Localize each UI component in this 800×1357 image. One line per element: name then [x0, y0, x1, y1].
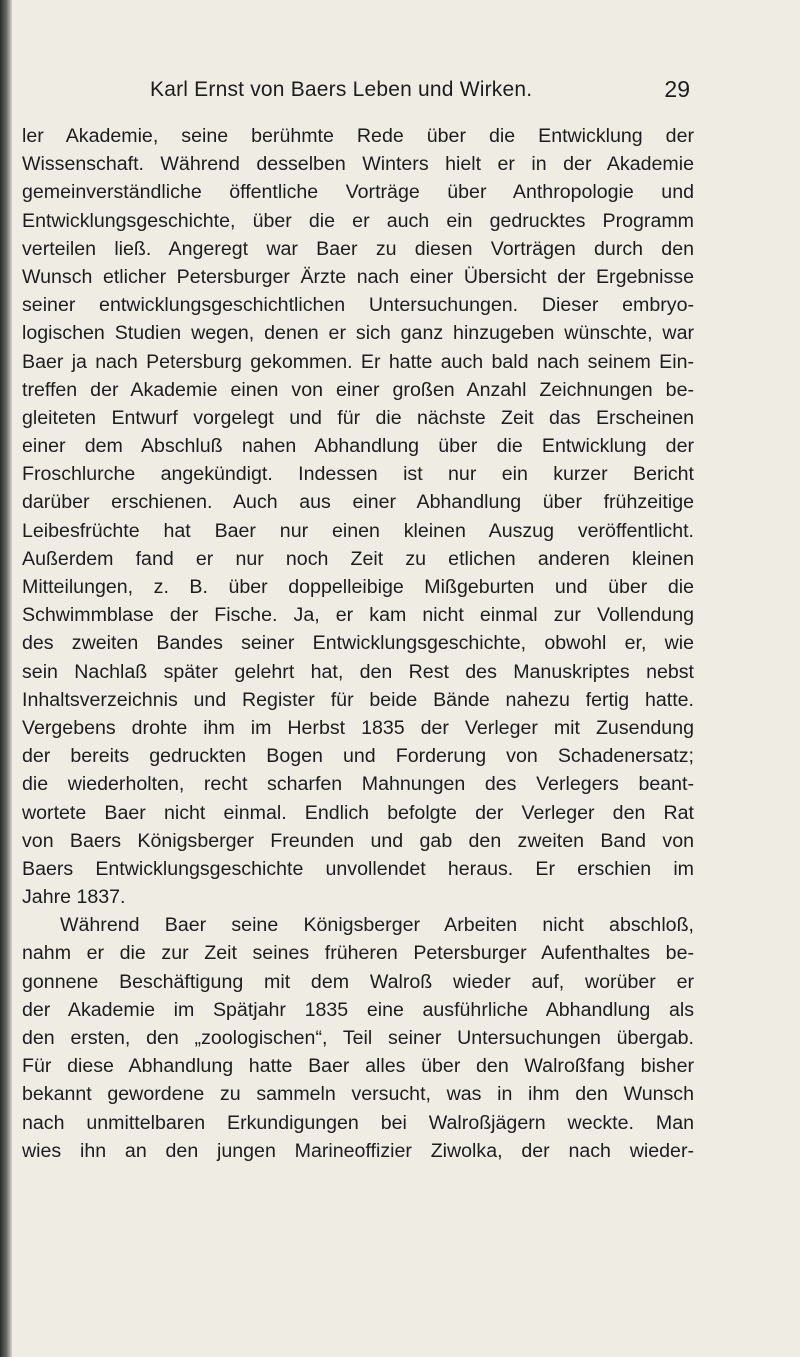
text-line: Für diese Abhandlung hatte Baer alles über den Walroßfang bisher [22, 1055, 694, 1078]
text-line: Außerdem fand er nur noch Zeit zu etlichen anderen kleinen [22, 547, 694, 570]
text-line: verteilen ließ. Angeregt war Baer zu diesen Vorträgen durch den [22, 237, 694, 260]
text-line: darüber erschienen. Auch aus einer Abhandlung über frühzeitige [22, 491, 694, 514]
text-line: Wissenschaft. Während desselben Winters hielt er in der Akademie [22, 153, 694, 176]
text-line: wortete Baer nicht einmal. Endlich befolgte der Verleger den Rat [22, 801, 694, 824]
binding-shadow [0, 0, 12, 1357]
text-line: des zweiten Bandes seiner Entwicklungsgeschichte, obwohl er, wie [22, 632, 694, 655]
text-line: Baers Entwicklungsgeschichte unvollendet heraus. Er erschien im [22, 857, 694, 880]
text-line: die wiederholten, recht scharfen Mahnungen des Verlegers beant- [22, 773, 694, 796]
text-line: einer dem Abschluß nahen Abhandlung über die Entwicklung der [22, 435, 694, 458]
text-line: logischen Studien wegen, denen er sich ganz hinzugeben wünschte, war [22, 322, 694, 345]
text-line: treffen der Akademie einen von einer großen Anzahl Zeichnungen be- [22, 378, 694, 401]
page-number: 29 [664, 76, 690, 102]
text-line: der Akademie im Spätjahr 1835 eine ausführliche Abhandlung als [22, 998, 694, 1021]
paragraph-end-line: Jahre 1837. [22, 886, 126, 909]
text-line: Wunsch etlicher Petersburger Ärzte nach einer Übersicht der Ergebnisse [22, 265, 694, 288]
text-line: Baer ja nach Petersburg gekommen. Er hatte auch bald nach seinem Ein- [22, 350, 694, 373]
text-line: nach unmittelbaren Erkundigungen bei Walroßjägern weckte. Man [22, 1111, 694, 1134]
text-line: ler Akademie, seine berühmte Rede über die Entwicklung der [22, 125, 694, 147]
running-title: Karl Ernst von Baers Leben und Wirken. [150, 78, 533, 101]
text-line: sein Nachlaß später gelehrt hat, den Rest des Manuskriptes nebst [22, 660, 694, 683]
text-line: Schwimmblase der Fische. Ja, er kam nicht einmal zur Vollendung [22, 604, 694, 627]
page-header [150, 78, 690, 112]
text-line: Leibesfrüchte hat Baer nur einen kleinen Auszug veröffentlicht. [22, 519, 694, 542]
text-line: den ersten, den „zoologischen“, Teil seiner Untersuchungen übergab. [22, 1027, 694, 1049]
text-line: Inhaltsverzeichnis und Register für beide Bände nahezu fertig hatte. [22, 688, 694, 711]
text-line: gonnene Beschäftigung mit dem Walroß wieder auf, worüber er [22, 970, 694, 993]
text-line: nahm er die zur Zeit seines früheren Petersburger Aufenthaltes be- [22, 942, 694, 965]
text-line: Mitteilungen, z. B. über doppelleibige Mißgeburten und über die [22, 576, 694, 598]
body-text [22, 122, 694, 1165]
text-line: Entwicklungsgeschichte, über die er auch ein gedrucktes Programm [22, 209, 694, 232]
paragraph-start-line: Während Baer seine Königsberger Arbeiten nicht abschloß, [60, 914, 694, 937]
text-line: bekannt gewordene zu sammeln versucht, was in ihm den Wunsch [22, 1083, 694, 1106]
text-line: seiner entwicklungsgeschichtlichen Untersuchungen. Dieser embryo- [22, 294, 694, 317]
text-line: Vergebens drohte ihm im Herbst 1835 der Verleger mit Zusendung [22, 716, 694, 739]
text-line: von Baers Königsberger Freunden und gab den zweiten Band von [22, 829, 694, 852]
text-line: gleiteten Entwurf vorgelegt und für die nächste Zeit das Erscheinen [22, 406, 694, 429]
text-line: Froschlurche angekündigt. Indessen ist nur ein kurzer Bericht [22, 463, 694, 486]
text-line: gemeinverständliche öffentliche Vorträge über Anthropologie und [22, 181, 694, 204]
text-line: wies ihn an den jungen Marineoffizier Ziwolka, der nach wieder- [22, 1139, 694, 1162]
text-line: der bereits gedruckten Bogen und Forderung von Schadenersatz; [22, 745, 694, 768]
